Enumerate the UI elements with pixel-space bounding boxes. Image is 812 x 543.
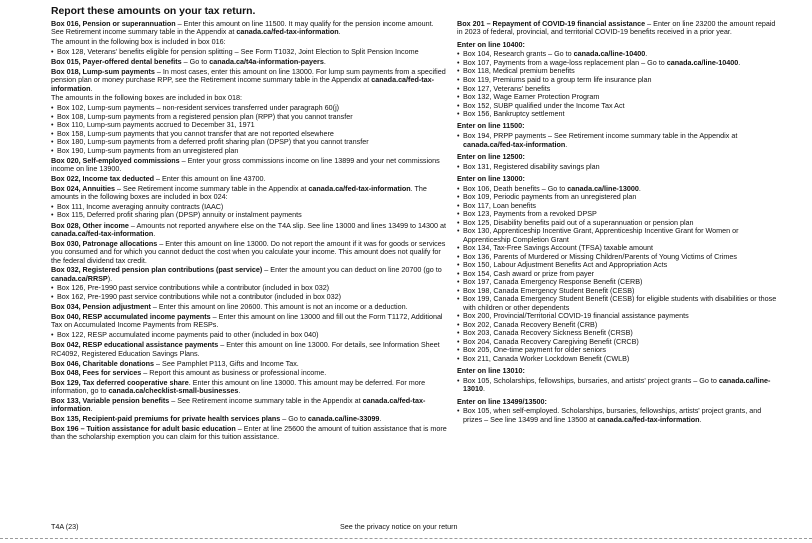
paragraph-text: . [338, 27, 341, 37]
box-list [51, 331, 447, 339]
list-item-text: . [483, 384, 485, 394]
box-heading: Box 032, Registered pension plan contributions (past service) [51, 265, 263, 275]
list-item: • Box 202, Canada Recovery Benefit (CRB) [457, 321, 779, 329]
list-item: • Box 115, Deferred profit sharing plan (DPSP) annuity or instalment payments [51, 211, 447, 219]
box-paragraph [51, 313, 447, 330]
reference-link[interactable]: canada.ca/fed-tax-information [236, 27, 339, 37]
box-paragraph [51, 222, 447, 239]
box-heading: Box 018, Lump-sum payments [51, 66, 155, 76]
list-item: • Box 150, Labour Adjustment Benefits Act and Appropriation Acts [457, 261, 779, 269]
box-paragraph [51, 369, 447, 377]
box-heading: Box 133, Variable pension benefits [51, 396, 170, 406]
reference-link[interactable]: canada.ca/fed-tax-information [597, 414, 700, 424]
list-item: • Box 158, Lump-sum payments that you cannot transfer that are not reported elsewhere [51, 130, 447, 138]
box-paragraph [51, 360, 447, 368]
list-item: • Box 127, Veterans' benefits [457, 85, 779, 93]
box-heading: Box 016, Pension or superannuation [51, 19, 176, 28]
left-column [51, 20, 447, 443]
box-heading: Box 040, RESP accumulated income payments [51, 312, 211, 321]
paragraph-text: – Go to [280, 414, 308, 424]
list-item: • Box 162, Pre-1990 past service contributions while not a contributor (included in box 032) [51, 293, 447, 301]
box-heading: Box 030, Patronage allocations [51, 238, 158, 248]
box-paragraph [51, 425, 447, 442]
box-paragraph [51, 175, 447, 183]
list-item-text: Box 104, Research grants – Go to [463, 49, 574, 59]
box-paragraph [51, 415, 447, 423]
list-item: • Box 199, Canada Emergency Student Benefit (CESB) for eligible students with disabilities or those with children or other dependents [457, 295, 779, 312]
box-heading: Box 196 – Tuition assistance for adult basic education [51, 423, 236, 433]
box-paragraph [51, 303, 447, 311]
list-item-text: . [638, 183, 641, 193]
list-item: • Box 190, Lump-sum payments from an unregistered plan [51, 147, 447, 155]
box-heading: Box 022, Income tax deducted [51, 174, 155, 184]
box-heading: Box 042, RESP educational assistance payments [51, 340, 219, 350]
list-item-text: Box 105, Scholarships, fellowships, bursaries, and artists' project grants – Go to [463, 376, 719, 386]
reference-link[interactable]: canada.ca/line-10400 [573, 49, 646, 59]
box-paragraph [51, 185, 447, 202]
list-item-text: Box 194, PRPP payments – See Retirement income summary table in the Appendix at [463, 131, 738, 141]
list-item: • Box 109, Periodic payments from an unregistered plan [457, 193, 779, 201]
list-item: • Box 110, Lump-sum payments accrued to December 31, 1971 [51, 121, 447, 129]
reference-link[interactable]: canada.ca/fed-tax-information [308, 183, 411, 193]
paragraph-text: . The amounts in the following boxes are included in box 024: [51, 183, 427, 202]
paragraph-text: – Report this amount as business or professional income. [141, 368, 327, 378]
list-item [457, 377, 779, 394]
paragraph-text: . [323, 57, 326, 67]
paragraph-text: . [238, 386, 241, 396]
paragraph-text: . [90, 404, 93, 414]
paragraph-text: – Enter this amount on line 11500. It may qualify for the pension income amount. See Retirement income summary table in the Appendix at [51, 19, 434, 37]
box-heading: Box 024, Annuities [51, 183, 116, 193]
privacy-notice: See the privacy notice on your return [340, 522, 458, 531]
list-item: • Box 154, Cash award or prize from payer [457, 270, 779, 278]
paragraph-text: – Go to [181, 57, 210, 67]
box-paragraph [51, 94, 447, 102]
box-paragraph [51, 38, 447, 46]
paragraph-text: – Amounts not reported anywhere else on the T4A slip. See line 13000 and lines 13499 to 14300 at [128, 220, 447, 230]
reference-link[interactable]: canada.ca/fed-tax-information [51, 396, 426, 414]
box-list [457, 50, 779, 118]
list-item [457, 407, 779, 424]
reference-link[interactable]: canada.ca/checklist-small-businesses [108, 386, 239, 396]
paragraph-text: – See Retirement income summary table in the Appendix at [115, 183, 309, 193]
paragraph-text: – Enter the amount you can deduct on line 20700 (go to [262, 265, 442, 275]
box-paragraph [51, 397, 447, 414]
list-item: • Box 125, Disability benefits paid out of a superannuation or pension plan [457, 219, 779, 227]
reference-link[interactable]: canada.ca/line-13000 [567, 183, 639, 193]
page-title: Report these amounts on your tax return. [51, 6, 256, 17]
box-paragraph [51, 68, 447, 93]
list-item: • Box 126, Pre-1990 past service contributions while a contributor (included in box 032) [51, 284, 447, 292]
section-heading: Enter on line 10400: [457, 39, 525, 49]
box-paragraph [51, 341, 447, 358]
list-item: • Box 108, Lump-sum payments from a registered pension plan (RPP) that you cannot transfer [51, 113, 447, 121]
paragraph-text: – Enter this amount on line 43700. [154, 174, 266, 184]
box-heading: Box 135, Recipient-paid premiums for private health services plans [51, 414, 281, 424]
list-item: • Box 122, RESP accumulated income payments paid to other (included in box 040) [51, 331, 447, 339]
list-item [457, 132, 779, 149]
box-paragraph [51, 240, 447, 265]
paragraph-text: – Enter this amount on line 13000. For details, see Information Sheet RC4092, Registered Education Savings Plans. [51, 340, 440, 358]
list-item-text: . [565, 139, 568, 149]
list-item: • Box 130, Apprenticeship Incentive Grant, Apprenticeship Incentive Grant for Women or Apprenticeship Completion Grant [457, 227, 779, 244]
list-item-text: . [738, 57, 741, 67]
paragraph-text: – Enter this amount on line 13000. Do not report the amount if it was for goods or services you consumed and for which you cannot deduct the cost when you calculate your income. This amount does not qualify for the federal dividend tax credit. [51, 238, 446, 265]
paragraph-text: The amounts in the following boxes are included in box 018: [51, 93, 242, 103]
box-paragraph [51, 157, 447, 174]
reference-link[interactable]: canada.ca/fed-tax-information [51, 229, 154, 239]
form-code: T4A (23) [51, 522, 79, 531]
list-item-text: . [699, 414, 702, 424]
list-item: • Box 203, Canada Recovery Sickness Benefit (CRSB) [457, 329, 779, 337]
paragraph-text: – See Retirement income summary table in the Appendix at [169, 396, 363, 406]
box-paragraph [51, 266, 447, 283]
list-item-text: . [645, 49, 648, 59]
paragraph-text: – Enter your gross commissions income on line 13899 and your net commissions income on line 13900. [51, 156, 440, 174]
paragraph-text: – Enter this amount on line 20600. This amount is not an income or a deduction. [150, 302, 408, 312]
box-heading: Box 020, Self-employed commissions [51, 156, 180, 166]
section-heading: Enter on line 13499/13500: [457, 396, 547, 406]
box-list [51, 104, 447, 155]
paragraph-text: – Enter this amount on line 13000 and fill out the Form T1172, Additional Tax on Accumulated Income Payments from RESPs. [51, 312, 443, 330]
reference-link[interactable]: canada.ca/line-10400 [666, 57, 739, 67]
list-item: • Box 134, Tax-Free Savings Account (TFSA) taxable amount [457, 244, 779, 252]
list-item: • Box 102, Lump-sum payments – non-resident services transferred under paragraph 60(j) [51, 104, 447, 112]
box-heading: Box 201 – Repayment of COVID-19 financial assistance [457, 19, 646, 28]
list-item: • Box 197, Canada Emergency Response Benefit (CERB) [457, 278, 779, 286]
paragraph-text: The amount in the following box is included in box 016: [51, 37, 226, 47]
box-list [51, 284, 447, 301]
box-heading: Box 028, Other income [51, 220, 129, 230]
paragraph-text: . [90, 83, 93, 93]
reference-link[interactable]: canada.ca/t4a-information-payers [209, 57, 324, 67]
box-list [51, 203, 447, 220]
list-item: • Box 200, Provincial/Territorial COVID-19 financial assistance payments [457, 312, 779, 320]
box-paragraph [51, 58, 447, 66]
box-list [457, 132, 779, 149]
paragraph-text: . [153, 229, 156, 239]
section-heading: Enter on line 13010: [457, 366, 525, 376]
box-list [457, 163, 779, 171]
paragraph-text: . Enter this amount on line 13000. This amount may be deferred. For more information, go to [51, 377, 426, 396]
list-item: • Box 152, SUBP qualified under the Income Tax Act [457, 102, 779, 110]
paragraph-text: – See Pamphlet P113, Gifts and Income Tax. [154, 358, 299, 368]
list-item: • Box 119, Premiums paid to a group term life insurance plan [457, 76, 779, 84]
box-heading: Box 034, Pension adjustment [51, 302, 151, 312]
section-heading: Enter on line 13000: [457, 173, 525, 183]
box-paragraph [51, 20, 447, 37]
list-item-text: Box 106, Death benefits – Go to [463, 183, 568, 193]
list-item: • Box 123, Payments from a revoked DPSP [457, 210, 779, 218]
list-item-text: Box 105, when self-employed. Scholarships, bursaries, fellowships, artists' project grants, and prizes – See line 13499 and line 13500 at [463, 406, 762, 424]
box-list [457, 377, 779, 394]
paragraph-text: – Enter at line 25600 the amount of tuition assistance that is more than the scholarship exemption you can claim for this tuition assistance. [51, 423, 447, 442]
box-paragraph [457, 20, 779, 37]
list-item: • Box 204, Canada Recovery Caregiving Benefit (CRCB) [457, 338, 779, 346]
paragraph-text: – In most cases, enter this amount on line 13000. For lump sum payments from a specified pension plan or money purchase RPP, see the Retirement income summary table in the Appendix at [51, 66, 446, 85]
cut-line-divider [0, 538, 812, 539]
list-item: • Box 132, Wage Earner Protection Program [457, 93, 779, 101]
reference-link[interactable]: canada.ca/fed-tax-information [463, 139, 566, 149]
box-list [457, 407, 779, 424]
box-heading: Box 046, Charitable donations [51, 358, 155, 368]
box-list [51, 48, 447, 56]
section-heading: Enter on line 12500: [457, 151, 525, 161]
list-item: • Box 156, Bankruptcy settlement [457, 110, 779, 118]
paragraph-text: . [379, 414, 382, 424]
list-item: • Box 211, Canada Worker Lockdown Benefit (CWLB) [457, 355, 779, 363]
box-heading: Box 048, Fees for services [51, 368, 142, 378]
right-column [457, 20, 779, 426]
list-item: • Box 118, Medical premium benefits [457, 67, 779, 75]
list-item: • Box 131, Registered disability savings plan [457, 163, 779, 171]
reference-link[interactable]: canada.ca/RRSP [51, 273, 108, 283]
list-item: • Box 180, Lump-sum payments from a deferred profit sharing plan (DPSP) that you cannot transfer [51, 138, 447, 146]
box-heading: Box 129, Tax deferred cooperative share [51, 377, 189, 387]
list-item: • Box 136, Parents of Murdered or Missing Children/Parents of Young Victims of Crimes [457, 253, 779, 261]
reference-link[interactable]: canada.ca/line-33099 [307, 414, 380, 424]
box-list [457, 185, 779, 364]
list-item: • Box 111, Income averaging annuity contracts (IAAC) [51, 203, 447, 211]
list-item: • Box 128, Veterans' benefits eligible for pension splitting – See Form T1032, Joint Election to Split Pension Income [51, 48, 447, 56]
reference-link[interactable]: canada.ca/fed-tax-information [51, 75, 435, 93]
list-item-text: Box 107, Payments from a wage-loss replacement plan – Go to [463, 57, 667, 67]
reference-link[interactable]: canada.ca/line-13010 [463, 376, 771, 394]
section-heading: Enter on line 11500: [457, 121, 525, 131]
list-item: • Box 117, Loan benefits [457, 202, 779, 210]
paragraph-text: ). [107, 273, 113, 283]
paragraph-text: – Enter on line 23200 the amount repaid in 2023 of federal, provincial, and territorial COVID-19 benefits received in a prior year. [457, 19, 776, 37]
box-heading: Box 015, Payer-offered dental benefits [51, 57, 182, 67]
box-paragraph [51, 379, 447, 396]
list-item: • Box 198, Canada Emergency Student Benefit (CESB) [457, 287, 779, 295]
list-item: • Box 205, One-time payment for older seniors [457, 346, 779, 354]
